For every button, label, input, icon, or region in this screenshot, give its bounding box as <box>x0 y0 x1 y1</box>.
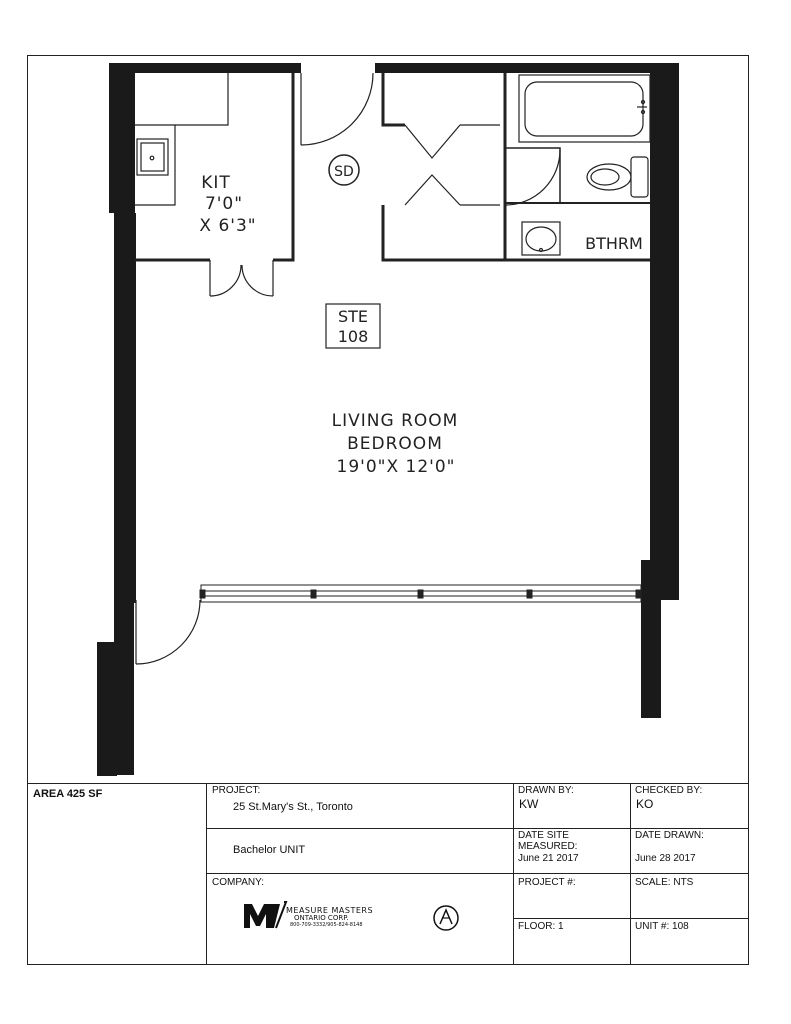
project-address: 25 St.Mary's St., Toronto <box>233 801 353 813</box>
area-cell <box>27 783 207 965</box>
company-logo <box>242 898 372 932</box>
scale-label: SCALE: NTS <box>635 877 694 888</box>
logo-text-2: ONTARIO CORP. <box>294 914 349 922</box>
suite-label-line1: STE <box>337 307 369 326</box>
living-room-label: LIVING ROOM <box>331 411 459 431</box>
kitchen-label: KIT <box>201 173 231 193</box>
area-label: AREA 425 SF <box>33 788 103 800</box>
date-drawn-label: DATE DRAWN: <box>635 830 704 841</box>
checked-by-value: KO <box>636 797 654 811</box>
drawn-by-label: DRAWN BY: <box>518 785 574 796</box>
living-room-dims: 19'0"X 12'0" <box>336 457 456 477</box>
drawn-by-value: KW <box>519 797 539 811</box>
date-site-value: June 21 2017 <box>518 853 579 864</box>
logo-text-1: MEASURE MASTERS <box>286 906 374 915</box>
date-site-label: DATE SITE MEASURED: <box>518 830 578 852</box>
date-drawn-value: June 28 2017 <box>635 853 696 864</box>
bedroom-label: BEDROOM <box>347 434 443 454</box>
project-no-label: PROJECT #: <box>518 877 576 888</box>
project-label: PROJECT: <box>212 785 261 796</box>
checked-by-label: CHECKED BY: <box>635 785 703 796</box>
north-arrow-icon <box>432 904 460 932</box>
floor-label: FLOOR: 1 <box>518 921 564 932</box>
unit-type: Bachelor UNIT <box>233 844 306 856</box>
kitchen-dim-1: 7'0" <box>204 194 244 214</box>
sd-label: SD <box>334 164 354 180</box>
logo-phone: 800-709-3332/905-824-8148 <box>290 922 363 928</box>
unit-no-label: UNIT #: 108 <box>635 921 689 932</box>
suite-label-line2: 108 <box>337 327 369 346</box>
bathroom-label: BTHRM <box>585 234 643 253</box>
kitchen-dim-2: X 6'3" <box>199 216 257 236</box>
company-label: COMPANY: <box>212 877 265 888</box>
